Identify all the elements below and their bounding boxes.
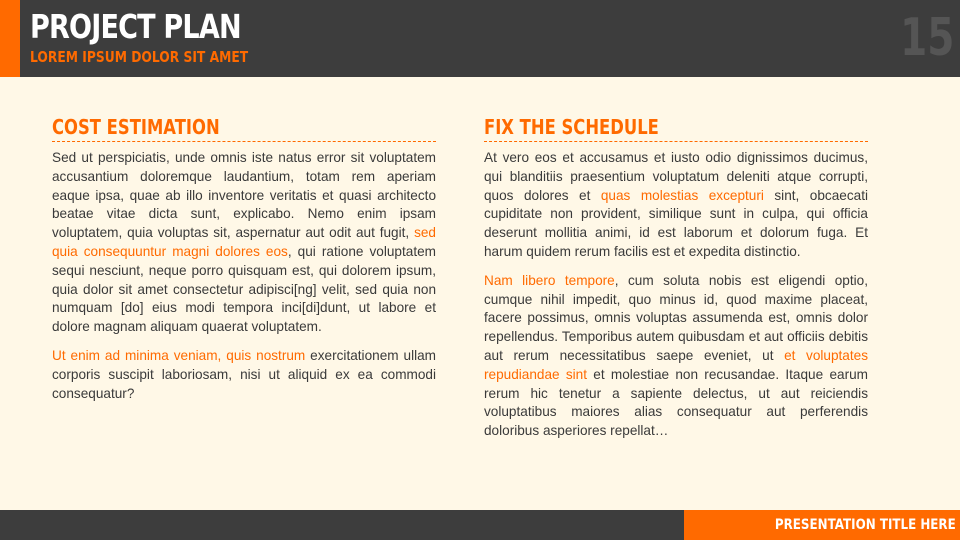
fix-schedule-paragraph-2 (484, 272, 868, 441)
slide-subtitle: LOREM IPSUM DOLOR SIT AMET (30, 48, 249, 66)
presentation-title: PRESENTATION TITLE HERE (775, 517, 956, 533)
heading-divider (484, 141, 868, 142)
highlighted-text: sed quia consequuntur magni dolores eos (52, 225, 436, 259)
cost-estimation-section (52, 115, 436, 413)
text-run: sint, obcaecati cupiditate non provident, similique sunt in culpa, qui officia deserunt mollitia animi, id est laborum et dolorum fuga. Et harum quidem rerum facilis est et expedita distinctio. (484, 187, 868, 259)
heading-divider (52, 141, 436, 142)
page-number: 15 (899, 8, 954, 68)
fix-schedule-section (484, 115, 868, 451)
header-accent-bar (0, 0, 20, 77)
fix-schedule-heading: FIX THE SCHEDULE (484, 115, 659, 139)
presentation-title-tag (684, 510, 960, 540)
text-run: exercitationem ullam corporis suscipit laboriosam, nisi ut aliquid ex ea commodi consequatur? (52, 347, 437, 401)
text-run: Sed ut perspiciatis, unde omnis iste natus error sit voluptatem accusantium doloremque laudantium, totam rem aperiam eaque ipsa, quae ab illo inventore veritatis et quasi architecto beatae vitae dicta sunt, explicabo. Nemo enim ipsam voluptatem, quia voluptas sit, aspernatur aut odit aut fugit, (52, 150, 436, 241)
highlighted-text: quas molestias excepturi (600, 187, 764, 203)
text-run: At vero eos et accusamus et iusto odio dignissimos ducimus, qui blanditiis praesentium voluptatum deleniti atque corrupti, quos dolores et (484, 150, 868, 203)
cost-estimation-paragraph-2 (52, 347, 436, 403)
cost-estimation-paragraph-1 (52, 149, 436, 337)
slide-header (0, 0, 960, 77)
fix-schedule-paragraph-1 (484, 149, 868, 262)
text-run: et molestiae non recusandae. Itaque earum rerum hic tenetur a sapiente delectus, ut aut reiciendis voluptatibus maiores alias consequatur aut perferendis doloribus asperiores repellat… (484, 366, 868, 439)
slide-title: PROJECT PLAN (30, 7, 241, 46)
highlighted-text: et voluptates repudiandae sint (484, 347, 868, 382)
highlighted-text: Ut enim ad minima veniam, quis nostrum (52, 347, 306, 363)
highlighted-text: Nam libero tempore (484, 272, 615, 288)
cost-estimation-heading: COST ESTIMATION (52, 115, 220, 139)
slide-footer (0, 510, 960, 540)
text-run: , qui ratione voluptatem sequi nesciunt, neque porro quisquam est, qui dolorem ipsum, quia dolor sit amet consectetur adipisci[ng] velit, sed quia non numquam [do] eius modi tempora inci[di]dunt, ut labore et dolore magnam aliquam quaerat voluptatem. (52, 243, 436, 335)
text-run: , cum soluta nobis est eligendi optio, cumque nihil impedit, quo minus id, quod maxime placeat, facere possimus, omnis voluptas assumenda est, omnis dolor repellendus. Temporibus autem quibusdam et aut officiis debitis aut rerum necessitatibus saepe eveniet, ut (484, 272, 869, 363)
